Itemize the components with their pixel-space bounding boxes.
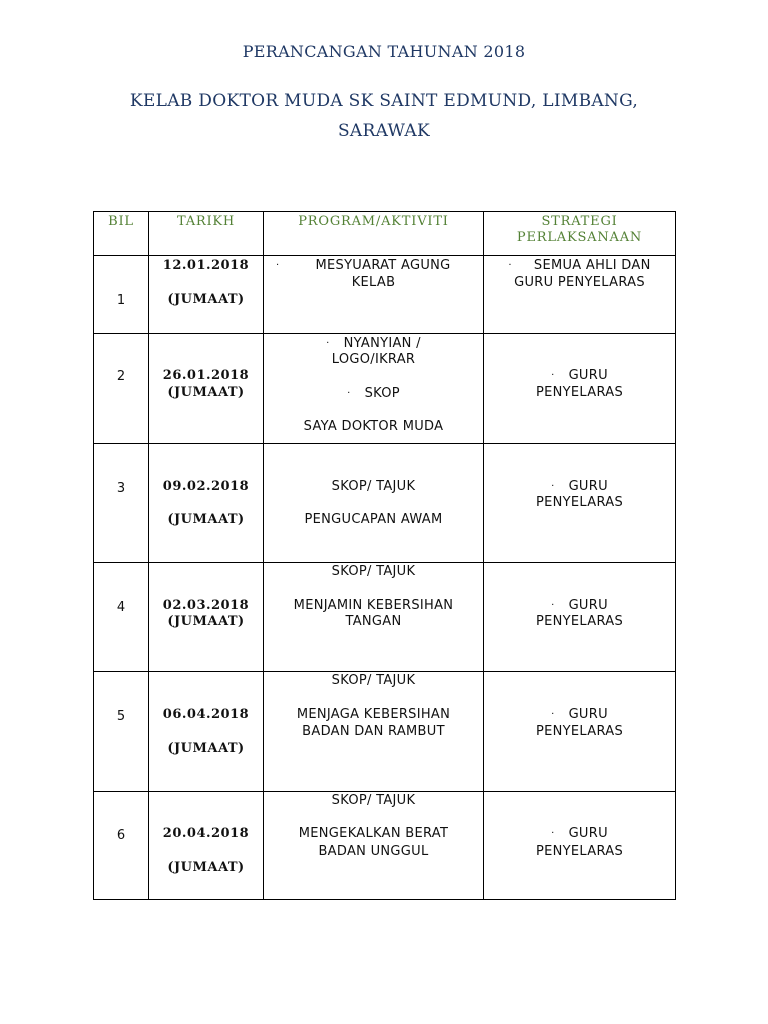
table-row <box>94 334 676 444</box>
bullet-icon: · <box>551 600 555 611</box>
plan-table <box>93 211 676 900</box>
bullet-icon: · <box>347 388 351 399</box>
bil-cell <box>94 256 149 334</box>
bullet-icon: · <box>551 828 555 839</box>
program-line: LOGO/IKRAR <box>331 352 416 367</box>
bullet-icon: · <box>551 709 555 720</box>
bil-value: 6 <box>116 828 126 843</box>
date-value: 02.03.2018 <box>162 598 250 613</box>
bullet-icon: · <box>508 260 512 271</box>
strategy-line: PENYELARAS <box>535 844 624 859</box>
strategy-line: GURU <box>568 479 608 494</box>
program-line: KELAB <box>351 275 396 290</box>
strategy-line: PENYELARAS <box>535 385 624 400</box>
strategy-cell <box>484 256 676 334</box>
header-strategi-line-2: PERLAKSANAAN <box>516 230 643 245</box>
strategy-line: PENYELARAS <box>535 614 624 629</box>
header-tarikh: TARIKH <box>149 212 264 256</box>
program-cell <box>264 256 484 334</box>
document-title: PERANCANGAN TAHUNAN 2018 <box>242 42 526 61</box>
program-line: MESYUARAT AGUNG <box>315 258 451 273</box>
program-line: NYANYIAN / <box>343 336 421 351</box>
day-value: (JUMAAT) <box>167 385 245 400</box>
program-line: BADAN DAN RAMBUT <box>302 724 445 739</box>
bullet-icon: · <box>276 260 280 271</box>
program-line: MENJAMIN KEBERSIHAN <box>293 598 454 613</box>
day-value: (JUMAAT) <box>167 614 245 629</box>
bil-value: 3 <box>116 481 126 496</box>
strategy-line: GURU <box>568 826 608 841</box>
header-bil: BIL <box>94 212 149 256</box>
day-value: (JUMAAT) <box>167 512 245 527</box>
date-value: 09.02.2018 <box>162 479 250 494</box>
bil-value: 5 <box>116 709 126 724</box>
date-cell <box>149 256 264 334</box>
date-value: 20.04.2018 <box>162 826 250 841</box>
club-title-line-2: SARAWAK <box>337 121 430 141</box>
bil-value: 4 <box>116 600 126 615</box>
program-line: TANGAN <box>345 614 402 629</box>
bullet-icon: · <box>551 370 555 381</box>
strategy-line: GURU PENYELARAS <box>514 275 645 290</box>
program-line: MENGEKALKAN BERAT <box>298 826 449 841</box>
program-line: SKOP/ TAJUK <box>331 479 416 494</box>
program-line: MENJAGA KEBERSIHAN <box>296 707 451 722</box>
program-line: BADAN UNGGUL <box>318 844 429 859</box>
bil-value: 1 <box>116 293 126 308</box>
date-value: 26.01.2018 <box>162 368 250 383</box>
table-row <box>94 672 676 792</box>
table-row <box>94 256 676 334</box>
strategy-line: GURU <box>568 368 608 383</box>
table-row <box>94 444 676 563</box>
bullet-icon: · <box>326 338 330 349</box>
date-value: 06.04.2018 <box>162 707 250 722</box>
program-line: SKOP/ TAJUK <box>331 793 416 808</box>
strategy-line: PENYELARAS <box>535 495 624 510</box>
program-line: PENGUCAPAN AWAM <box>304 512 443 527</box>
bil-value: 2 <box>116 369 126 384</box>
day-value: (JUMAAT) <box>167 741 245 756</box>
table-row <box>94 792 676 900</box>
header-strategi-line-1: STRATEGI <box>541 214 618 229</box>
program-line: SKOP/ TAJUK <box>331 673 416 688</box>
day-value: (JUMAAT) <box>167 860 245 875</box>
strategy-line: PENYELARAS <box>535 724 624 739</box>
strategy-line: GURU <box>568 598 608 613</box>
table-header-row <box>94 212 676 256</box>
date-value: 12.01.2018 <box>162 258 250 273</box>
day-value: (JUMAAT) <box>167 292 245 307</box>
table-row <box>94 563 676 672</box>
strategy-line: SEMUA AHLI DAN <box>533 258 651 273</box>
club-title-line-1: KELAB DOKTOR MUDA SK SAINT EDMUND, LIMBANG, <box>129 91 639 111</box>
program-line: SKOP <box>364 386 400 401</box>
program-line: SAYA DOKTOR MUDA <box>303 419 444 434</box>
strategy-line: GURU <box>568 707 608 722</box>
header-strategi <box>484 212 676 256</box>
bullet-icon: · <box>551 481 555 492</box>
program-line: SKOP/ TAJUK <box>331 564 416 579</box>
header-program: PROGRAM/AKTIVITI <box>264 212 484 256</box>
